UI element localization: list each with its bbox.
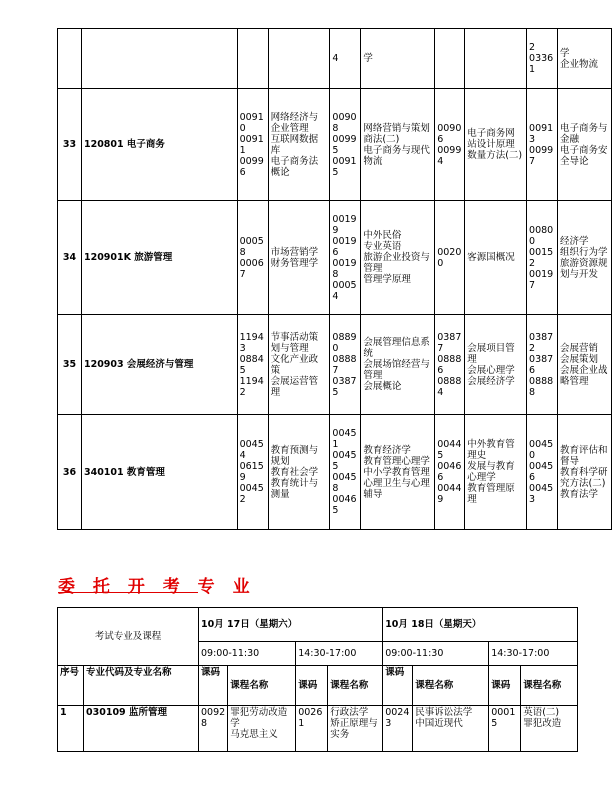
course-name: 中外民俗 专业英语 旅游企业投资与管理 管理学原理 — [361, 201, 435, 315]
course-name: 罪犯劳动改造学 马克思主义 — [228, 706, 296, 752]
major-name: 120903 会展经济与管理 — [81, 315, 237, 415]
table-row — [58, 315, 612, 415]
course-code: 0090 8 0099 5 0091 5 — [330, 89, 361, 201]
course-code: 0001 5 — [489, 706, 521, 752]
course-name: 教育预测与规划 教育社会学 教育统计与测量 — [268, 415, 330, 530]
course-name: 网络营销与策划 商法(二) 电子商务与现代物流 — [361, 89, 435, 201]
column-header: 课程名称 — [413, 666, 489, 706]
course-name: 经济学 组织行为学 旅游资源规划与开发 — [558, 201, 612, 315]
course-name: 会展管理信息系统 会展场馆经营与管理 会展概论 — [361, 315, 435, 415]
row-number: 33 — [58, 89, 82, 201]
course-name: 学 — [361, 29, 435, 89]
course-code: 0024 3 — [383, 706, 413, 752]
course-schedule-table — [57, 28, 612, 530]
day1-header: 10月 17日（星期六） — [199, 608, 383, 642]
course-code: 0092 8 — [199, 706, 228, 752]
course-code: 0019 9 0019 6 0019 8 0005 4 — [330, 201, 361, 315]
course-name: 节事活动策划与管理 文化产业政策 会展运营管理 — [268, 315, 330, 415]
column-header: 课码 — [296, 666, 328, 706]
course-name: 市场营销学 财务管理学 — [268, 201, 330, 315]
course-name: 网络经济与企业管理 互联网数据库 电子商务法概论 — [268, 89, 330, 201]
table-header-row — [58, 666, 578, 706]
section-heading-underline — [58, 592, 198, 593]
table-row — [58, 201, 612, 315]
column-header: 课码 — [383, 666, 413, 706]
table-row — [58, 89, 612, 201]
column-header: 课程名称 — [328, 666, 383, 706]
column-header: 课程名称 — [521, 666, 578, 706]
column-header: 课码 — [489, 666, 521, 706]
row-number: 36 — [58, 415, 82, 530]
major-name: 120901K 旅游管理 — [81, 201, 237, 315]
row-number: 1 — [58, 706, 84, 752]
day2-header: 10月 18日（星期天） — [383, 608, 578, 642]
course-code: 0020 0 — [435, 201, 465, 315]
course-code: 0044 5 0046 6 0044 9 — [435, 415, 465, 530]
row-number: 35 — [58, 315, 82, 415]
course-name: 学 企业物流 — [558, 29, 612, 89]
major-name: 340101 教育管理 — [81, 415, 237, 530]
course-code: 0005 8 0006 7 — [237, 201, 268, 315]
time-slot: 14:30-17:00 — [296, 642, 383, 666]
course-code: 1194 3 0884 5 1194 2 — [237, 315, 268, 415]
time-slot: 09:00-11:30 — [383, 642, 489, 666]
course-name: 教育评估和督导 教育科学研究方法(二) 教育法学 — [558, 415, 612, 530]
course-code: 0080 0 0015 2 0019 7 — [527, 201, 558, 315]
table-row — [58, 706, 578, 752]
course-name — [268, 29, 330, 89]
entrusted-majors-table — [57, 607, 578, 752]
course-name: 电子商务网站设计原理 数量方法(二) — [465, 89, 527, 201]
column-header: 专业代码及专业名称 — [84, 666, 199, 706]
course-name: 行政法学 矫正原理与实务 — [328, 706, 383, 752]
course-code: 0091 0 0091 1 0099 6 — [237, 89, 268, 201]
course-name: 会展营销 会展策划 会展企业战略管理 — [558, 315, 612, 415]
course-code: 4 — [330, 29, 361, 89]
course-name: 电子商务与金融 电子商务安全导论 — [558, 89, 612, 201]
course-code: 0387 2 0387 6 0888 8 — [527, 315, 558, 415]
section-heading: 委 托 开 考 专 业 — [58, 577, 256, 597]
table-row — [58, 29, 612, 89]
course-code: 0889 0 0888 7 0387 5 — [330, 315, 361, 415]
header-label: 考试专业及课程 — [58, 608, 199, 666]
time-slot: 14:30-17:00 — [489, 642, 578, 666]
column-header: 课码 — [199, 666, 228, 706]
column-header: 序号 — [58, 666, 84, 706]
course-code: 0045 1 0045 5 0045 8 0046 5 — [330, 415, 361, 530]
course-code: 0045 0 0045 6 0045 3 — [527, 415, 558, 530]
course-code: 0091 3 0099 7 — [527, 89, 558, 201]
table-row — [58, 415, 612, 530]
course-code — [237, 29, 268, 89]
column-header: 课程名称 — [228, 666, 296, 706]
course-code — [435, 29, 465, 89]
course-name: 英语(二) 罪犯改造 — [521, 706, 578, 752]
course-code: 2 0336 1 — [527, 29, 558, 89]
major-name: 030109 监所管理 — [84, 706, 199, 752]
course-code: 0045 4 0615 9 0045 2 — [237, 415, 268, 530]
course-code: 0090 6 0099 4 — [435, 89, 465, 201]
course-name — [465, 29, 527, 89]
table-header-row — [58, 608, 578, 642]
course-name: 中外教育管理史 发展与教育心理学 教育管理原理 — [465, 415, 527, 530]
course-code: 0387 7 0888 6 0888 4 — [435, 315, 465, 415]
course-name: 教育经济学 教育管理心理学 中小学教育管理 心理卫生与心理辅导 — [361, 415, 435, 530]
time-slot: 09:00-11:30 — [199, 642, 296, 666]
row-number: 34 — [58, 201, 82, 315]
course-code: 0026 1 — [296, 706, 328, 752]
course-name: 民事诉讼法学 中国近现代 — [413, 706, 489, 752]
course-name: 会展项目管理 会展心理学 会展经济学 — [465, 315, 527, 415]
course-name: 客源国概况 — [465, 201, 527, 315]
major-name: 120801 电子商务 — [81, 89, 237, 201]
